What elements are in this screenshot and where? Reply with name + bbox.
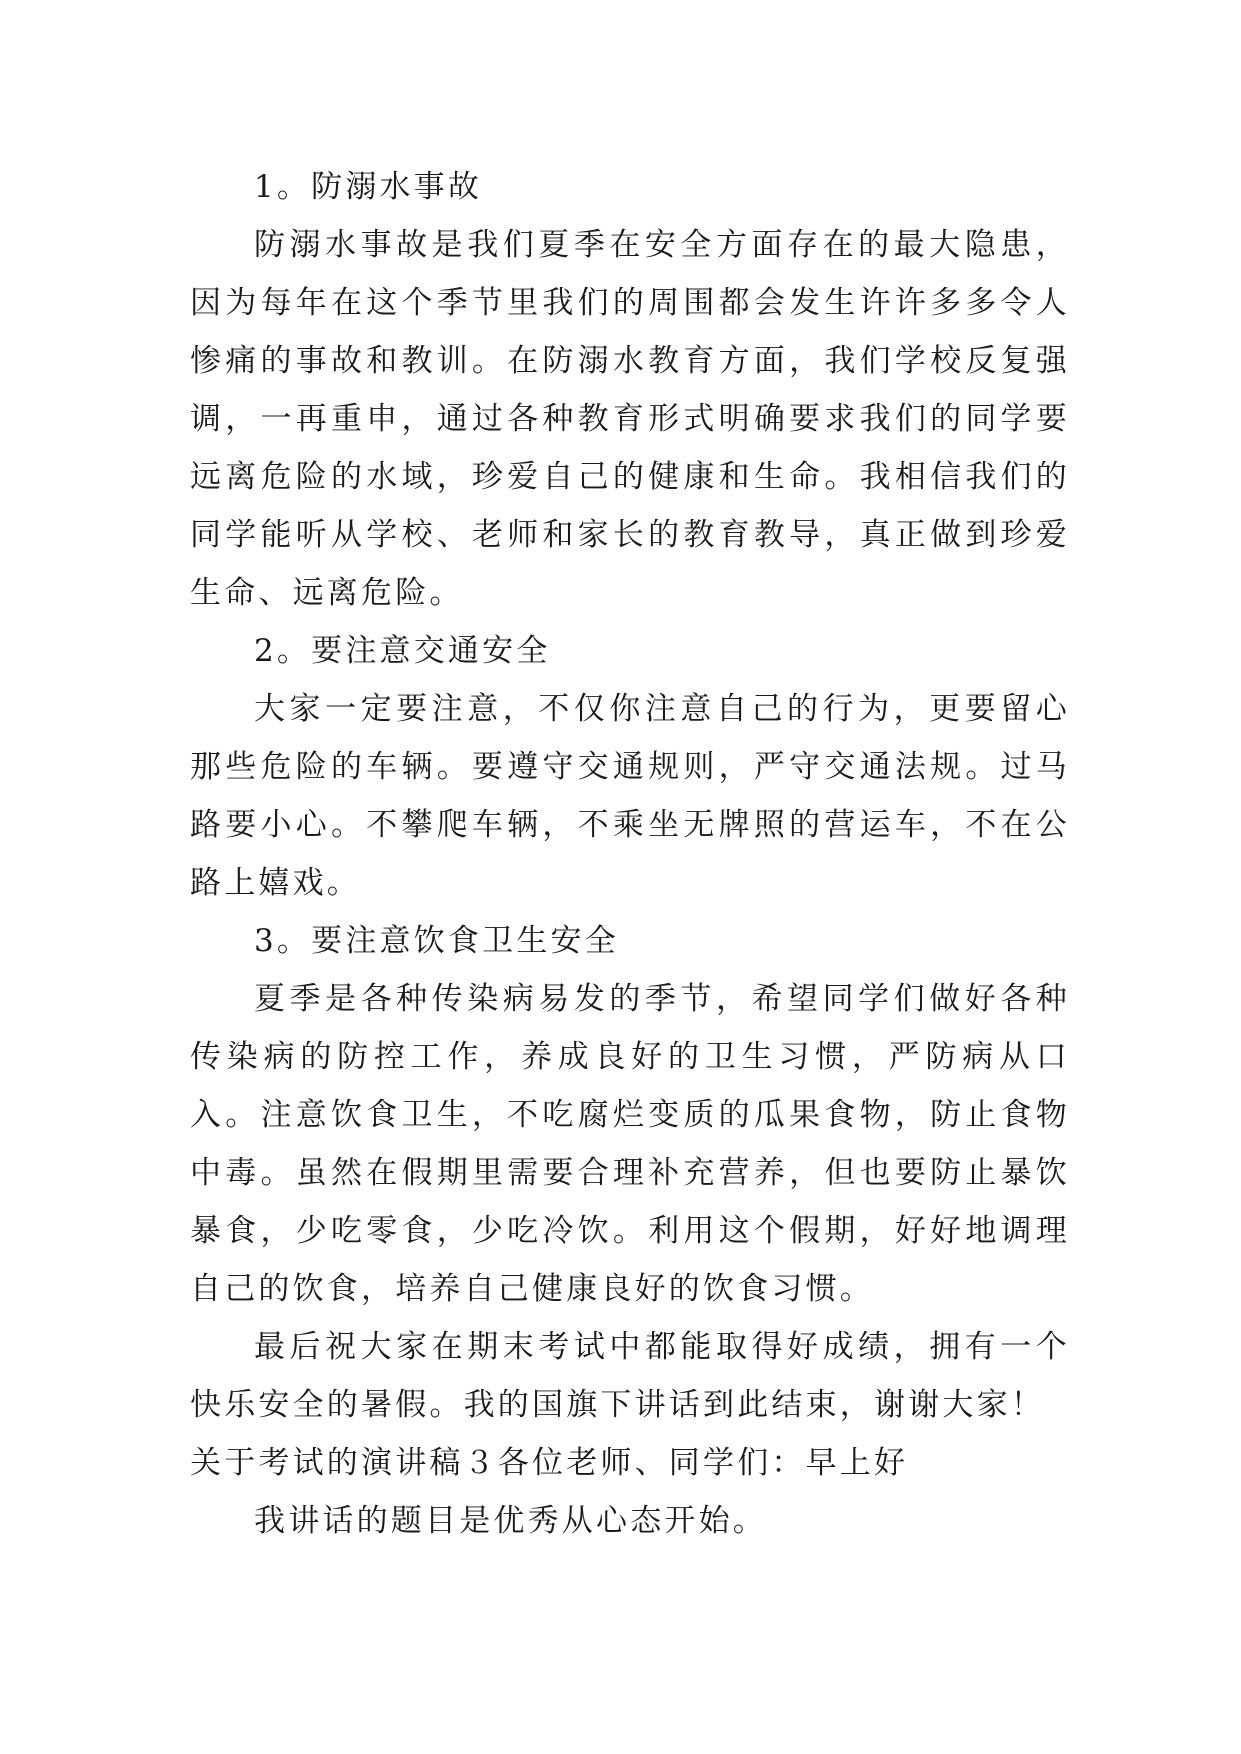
section-3-heading: 3。要注意饮食卫生安全: [254, 923, 619, 959]
section-3-paragraph: 夏季是各种传染病易发的季节，希望同学们做好各种传染病的防控工作，养成良好的卫生习惯，严防病从口入。注意饮食卫生，不吃腐烂变质的瓜果食物，防止食物中毒。虽然在假期里需要合理补充营养，但也要防止暴饮暴食，少吃零食，少吃冷饮。利用这个假期，好好地调理自己的饮食，培养自己健康良好的饮食习惯。: [190, 981, 1070, 1307]
section-2-paragraph: 大家一定要注意，不仅你注意自己的行为，更要留心那些危险的车辆。要遵守交通规则，严守交通法规。过马路要小心。不攀爬车辆，不乘坐无牌照的营运车，不在公路上嬉戏。: [190, 691, 1070, 901]
section-2-heading: 2。要注意交通安全: [254, 633, 551, 669]
document-body: [190, 158, 1070, 1550]
section-1-heading: 1。防溺水事故: [254, 169, 483, 205]
section-1-paragraph: 防溺水事故是我们夏季在安全方面存在的最大隐患，因为每年在这个季节里我们的周围都会发生许许多多令人惨痛的事故和教训。在防溺水教育方面，我们学校反复强调，一再重申，通过各种教育形式明确要求我们的同学要远离危险的水域，珍爱自己的健康和生命。我相信我们的同学能听从学校、老师和家长的教育教导，真正做到珍爱生命、远离危险。: [190, 227, 1070, 611]
next-speech-intro: 我讲话的题目是优秀从心态开始。: [254, 1503, 767, 1539]
closing-paragraph: 最后祝大家在期末考试中都能取得好成绩，拥有一个快乐安全的暑假。我的国旗下讲话到此结束，谢谢大家！: [190, 1329, 1070, 1423]
next-speech-title: 关于考试的演讲稿３各位老师、同学们：早上好: [190, 1445, 909, 1481]
